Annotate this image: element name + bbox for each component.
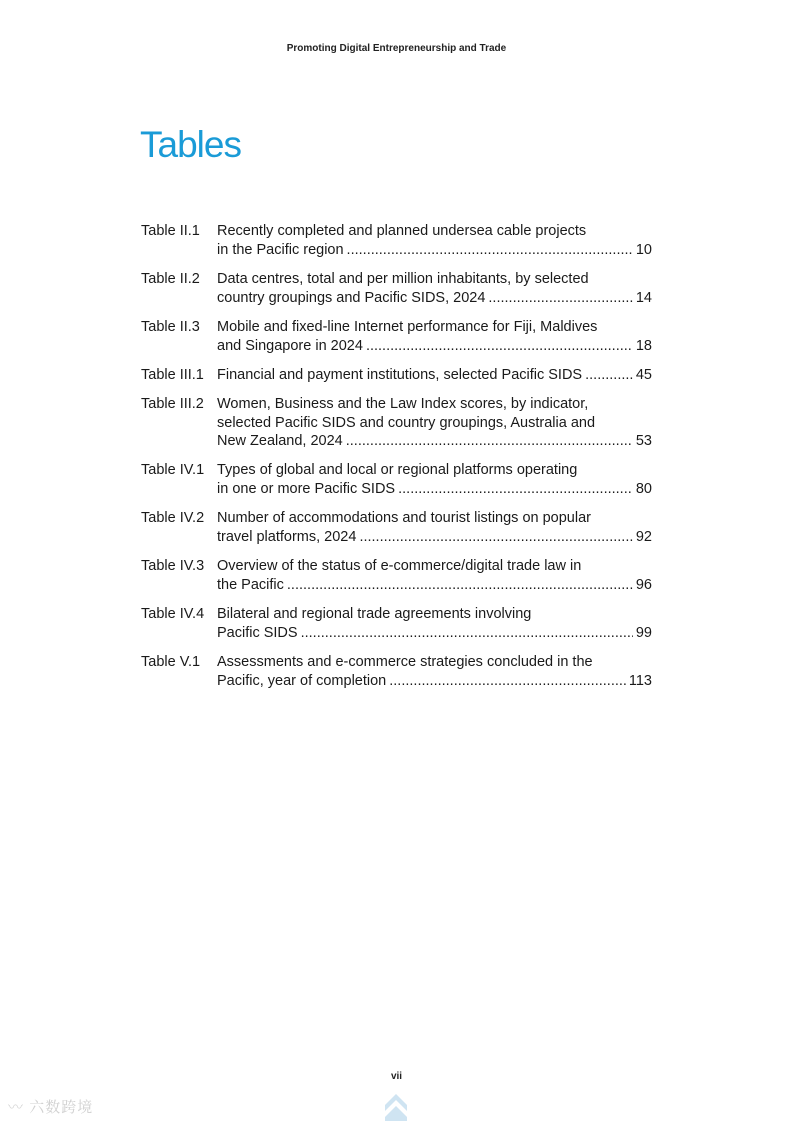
toc-entry-page[interactable]: 18 [635,337,652,354]
dot-leader [366,337,633,356]
dot-leader [488,289,632,308]
toc-entry-page[interactable]: 10 [635,241,652,258]
toc-entry-body [217,318,652,356]
toc-entry-body [217,366,652,385]
toc-entry-page[interactable]: 96 [635,577,652,594]
toc-entry-last-line [217,672,652,691]
table-list [141,222,652,701]
toc-entry-title-line: country groupings and Pacific SIDS, 2024 [217,289,486,306]
toc-entry-title-line: and Singapore in 2024 [217,337,363,354]
toc-entry-body [217,557,652,595]
dot-leader [585,366,633,385]
toc-entry-page[interactable]: 80 [635,481,652,498]
toc-entry[interactable] [141,461,652,499]
toc-entry-page[interactable]: 14 [635,289,652,306]
page-number: vii [390,1071,403,1082]
toc-entry-title-line: Women, Business and the Law Index scores, by indicator, [217,395,589,412]
toc-entry-last-line [217,528,652,547]
toc-entry[interactable] [141,318,652,356]
toc-entry-label: Table V.1 [141,654,201,671]
toc-entry-title-line: Data centres, total and per million inhabitants, by selected [217,270,589,287]
page-title: Tables [140,124,241,165]
dot-leader [287,576,633,595]
toc-entry-title-line: Bilateral and regional trade agreements involving [217,606,532,623]
toc-entry-body [217,461,652,499]
toc-entry-page[interactable]: 53 [635,433,652,450]
toc-entry-body [217,605,652,643]
toc-entry-label: Table II.3 [141,318,200,335]
toc-entry-body [217,270,652,308]
toc-entry-page[interactable]: 113 [628,672,652,689]
toc-entry-body [217,509,652,547]
toc-entry-last-line [217,366,652,385]
toc-entry[interactable] [141,366,652,385]
toc-entry-label: Table IV.3 [141,558,205,575]
toc-entry-label: Table IV.2 [141,510,205,527]
toc-entry-last-line [217,624,652,643]
dot-leader [301,624,633,643]
toc-entry-last-line [217,241,652,260]
watermark-text: 六数跨境 [29,1099,94,1116]
toc-entry-last-line [217,576,652,595]
toc-entry-last-line [217,432,652,451]
toc-entry-title-line: in the Pacific region [217,241,344,258]
toc-entry[interactable] [141,653,652,691]
watermark [8,1096,93,1117]
toc-entry[interactable] [141,605,652,643]
toc-entry[interactable] [141,395,652,451]
brand-logo-icon: 〰 [8,1099,25,1116]
toc-entry-last-line [217,337,652,356]
toc-entry-title-line: Recently completed and planned undersea cable projects [217,223,587,239]
toc-entry-title-line: Financial and payment institutions, selected Pacific SIDS [217,366,583,383]
toc-entry-title-line: Number of accommodations and tourist listings on popular [217,510,591,527]
toc-entry[interactable] [141,509,652,547]
toc-entry[interactable] [141,270,652,308]
toc-entry-label: Table II.2 [141,270,200,287]
chevron-up-icon[interactable] [383,1091,409,1121]
toc-entry-page[interactable]: 99 [635,624,652,641]
toc-entry-last-line [217,480,652,499]
toc-entry-label: Table III.2 [141,395,204,412]
running-header: Promoting Digital Entrepreneurship and Trade [286,43,507,54]
dot-leader [346,432,633,451]
toc-entry-title-line: the Pacific [217,577,284,594]
dot-leader [389,672,626,691]
toc-entry-title-line: Pacific SIDS [217,624,298,641]
toc-entry[interactable] [141,222,652,260]
toc-entry-title-line: New Zealand, 2024 [217,433,343,450]
toc-entry-body [217,653,652,691]
toc-entry-title-line: in one or more Pacific SIDS [217,481,396,498]
dot-leader [398,480,633,499]
toc-entry-title-line: selected Pacific SIDS and country groupings, Australia and [217,414,596,431]
dot-leader [347,241,633,260]
toc-entry-title-line: travel platforms, 2024 [217,529,357,546]
toc-entry-title-line: Pacific, year of completion [217,672,387,689]
toc-entry-body [217,395,652,451]
toc-entry-body [217,222,652,260]
toc-entry-title-line: Overview of the status of e-commerce/digital trade law in [217,558,582,575]
toc-entry-last-line [217,289,652,308]
toc-entry-title-line: Mobile and fixed-line Internet performance for Fiji, Maldives [217,318,598,335]
toc-entry-label: Table IV.1 [141,462,205,479]
toc-entry-title-line: Assessments and e-commerce strategies concluded in the [217,654,593,671]
toc-entry-label: Table III.1 [141,366,204,383]
toc-entry-title-line: Types of global and local or regional platforms operating [217,462,578,479]
dot-leader [359,528,632,547]
toc-entry-label: Table IV.4 [141,606,205,623]
toc-entry-page[interactable]: 45 [635,366,652,383]
toc-entry-page[interactable]: 92 [635,529,652,546]
toc-entry-label: Table II.1 [141,223,200,239]
toc-entry[interactable] [141,557,652,595]
